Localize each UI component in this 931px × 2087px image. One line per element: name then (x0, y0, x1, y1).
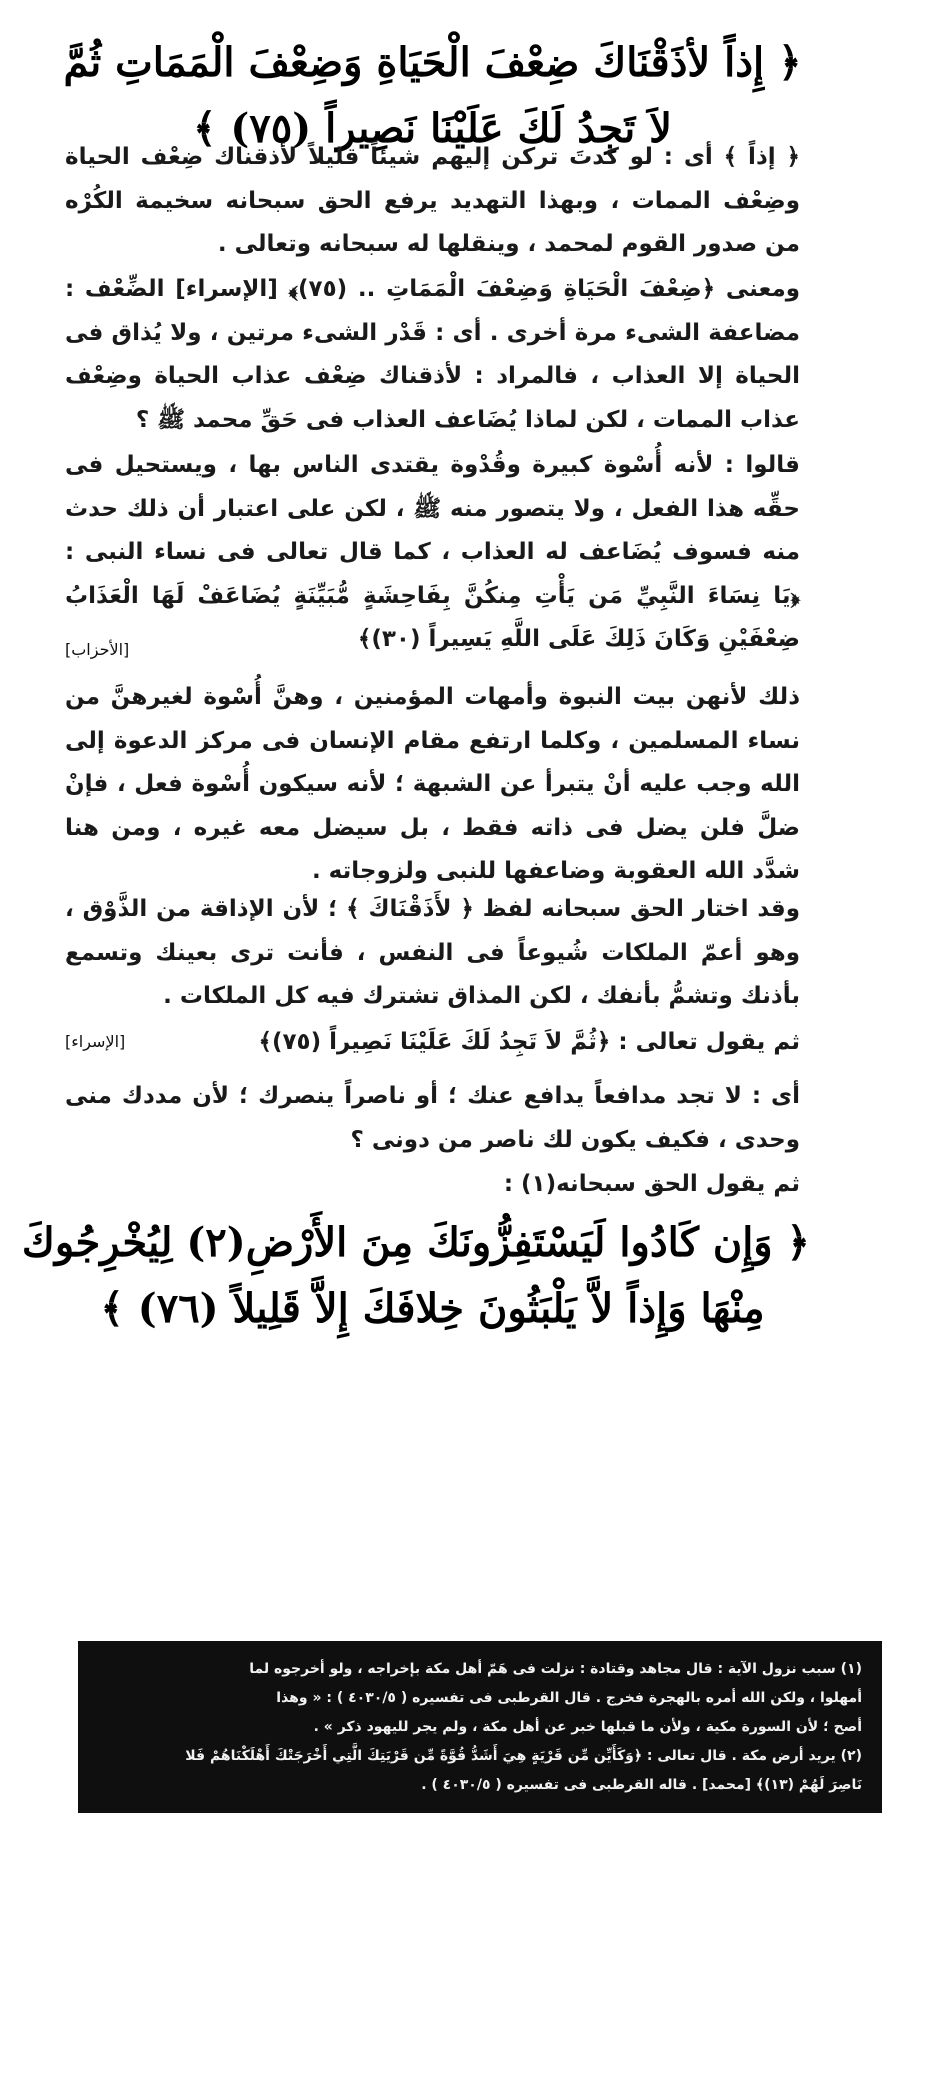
footnote-line: نَاصِرَ لَهُمْ (١٣)﴾ [محمد] . قاله القرطبى فى تفسيره ( ٤٠٣٠/٥ ) . (421, 1777, 862, 1793)
book-page (21, 0, 835, 1560)
footnote-line: أصح ؛ لأن السورة مكية ، ولأن ما قبلها خبر عن أهل مكة ، ولم يجر لليهود ذكر » . (313, 1719, 862, 1735)
verse-line: مِنْهَا وَإِذاً لاَّ يَلْبَثُونَ خِلافَكَ إِلاَّ قَلِيلاً (٧٦) ﴾ (100, 1285, 765, 1332)
footnote-line: (٢) يريد أرض مكة . قال تعالى : ﴿وَكَأَيِّن مِّن قَرْيَةٍ هِيَ أَشَدُّ قُوَّةً مِّن قَرْيَتِكَ الَّتِي أَخْرَجَتْكَ أَهْلَكْنَاهُمْ فَلا (185, 1748, 862, 1764)
paragraph-7: أى : لا تجد مدافعاً يدافع عنك ؛ أو ناصراً ينصرك ؛ لأن مددك منى وحدى ، فكيف يكون لك ناصر من دونى ؟ (65, 1083, 800, 1153)
source-reference: [الأحزاب] (65, 640, 130, 659)
source-reference: [الإسراء] (65, 1032, 126, 1051)
footnote-line: أمهلوا ، ولكن الله أمره بالهجرة فخرج . قال القرطبى فى تفسيره ( ٤٠٣٠/٥ ) : « وهذا (276, 1690, 862, 1706)
paragraph-6: ثم يقول تعالى : ﴿ثُمَّ لاَ تَجِدُ لَكَ عَلَيْنَا نَصِيراً (٧٥)﴾ (258, 1029, 800, 1055)
paragraph-5: وقد اختار الحق سبحانه لفظ ﴿ لأَذَقْنَاكَ ﴾ ؛ لأن الإذاقة من الذَّوْق ، وهو أعمّ الملكات شُيوعاً فى النفس ، فأنت ترى بعينك وتسمع بأذنك وتشمُّ بأنفك ، لكن المذاق تشترك فيه كل الملكات . (65, 896, 800, 1009)
paragraph-8: ثم يقول الحق سبحانه(١) : (503, 1171, 800, 1197)
verse-line: ﴿ وَإِن كَادُوا لَيَسْتَفِزُّونَكَ مِنَ الأَرْضِ(٢) لِيُخْرِجُوكَ (21, 1219, 810, 1266)
paragraph-1: ﴿ إذاً ﴾ أى : لو كدتَ تركن إليهم شيئاً قليلاً لأذقناك ضِعْف الحياة وضِعْف الممات ، وبهذا التهديد يرفع الحق سبحانه سخيمة الكُرْه من صدور القوم لمحمد ، وينقلها له سبحانه وتعالى . (65, 144, 800, 257)
verse-line: ﴿ إِذاً لأذَقْنَاكَ ضِعْفَ الْحَيَاةِ وَضِعْفَ الْمَمَاتِ ثُمَّ (63, 39, 802, 86)
footnote-line: (١) سبب نزول الآية : قال مجاهد وقتادة : نزلت فى هَمّ أهل مكة بإخراجه ، ولو أخرجوه لما (249, 1661, 862, 1677)
paragraph-2: ومعنى ﴿ضِعْفَ الْحَيَاةِ وَضِعْفَ الْمَمَاتِ .. (٧٥)﴾ [الإسراء] الضِّعْف : مضاعفة الشىء مرة أخرى . أى : قَدْر الشىء مرتين ، ولا يُذاق فى الحياة إلا العذاب ، فالمراد : لأذقناك ضِعْف عذاب الحياة وضِعْف عذاب الممات ، لكن لماذا يُضَاعف العذاب فى حَقِّ محمد ﷺ ؟ (65, 276, 800, 433)
verse-block-bottom (21, 1210, 810, 1342)
paragraph-4: ذلك لأنهن بيت النبوة وأمهات المؤمنين ، وهنَّ أُسْوة لغيرهنَّ من نساء المسلمين ، وكلما ارتفع مقام الإنسان فى مركز الدعوة إلى الله وجب عليه أنْ يتبرأ عن الشبهة ؛ لأنه سيكون أُسْوة فعل ، فإنْ ضلَّ فلن يضل فى ذاته فقط ، بل سيضل معه غيره ، ومن هنا شدَّد الله العقوبة وضاعفها للنبى ولزوجاته . (65, 684, 800, 884)
paragraph-3: قالوا : لأنه أُسْوة كبيرة وقُدْوة يقتدى الناس بها ، ويستحيل فى حقِّه هذا الفعل ، ولا يتصور منه ﷺ ، لكن على اعتبار أن ذلك حدث منه فسوف يُضَاعف له العذاب ، كما قال تعالى فى نساء النبى : ﴿يَا نِسَاءَ النَّبِيِّ مَن يَأْتِ مِنكُنَّ بِفَاحِشَةٍ مُّبَيِّنَةٍ يُضَاعَفْ لَهَا الْعَذَابُ ضِعْفَيْنِ وَكَانَ ذَلِكَ عَلَى اللَّهِ يَسِيراً (٣٠)﴾ (65, 452, 800, 652)
footnotes-box (78, 1641, 882, 1813)
verse-line: لاَ تَجِدُ لَكَ عَلَيْنَا نَصِيراً (٧٥) ﴾ (193, 105, 672, 152)
